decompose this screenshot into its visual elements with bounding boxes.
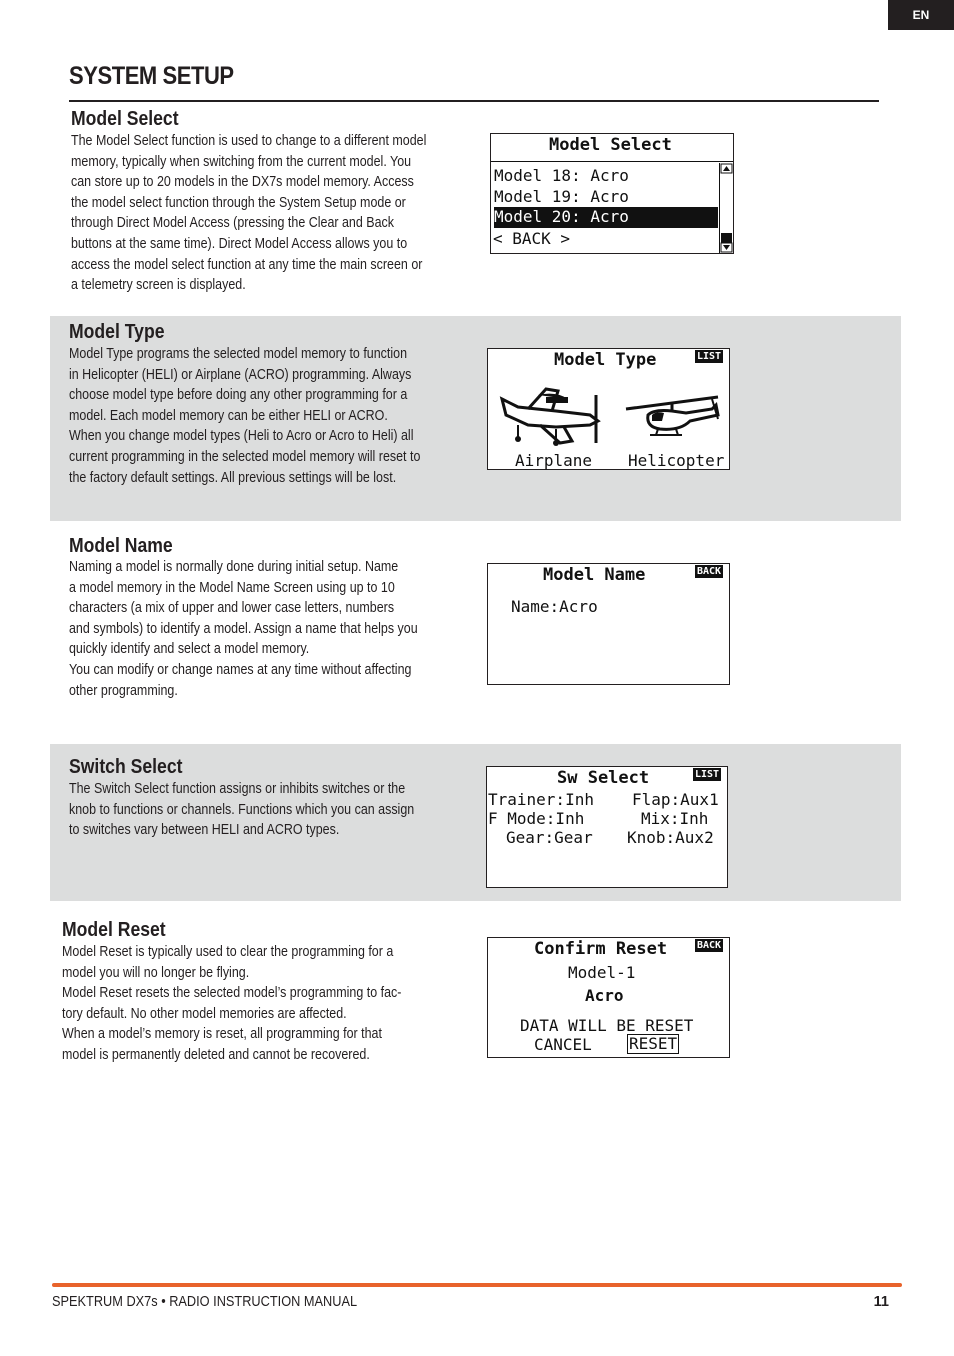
confirm-reset-screen-title: Confirm Reset xyxy=(534,939,668,959)
model-type-heading: Model Type xyxy=(69,321,165,343)
list-item-model-18[interactable]: Model 18: Acro xyxy=(494,166,629,185)
reset-model-type: Acro xyxy=(585,986,624,1005)
helicopter-option-label[interactable]: Helicopter xyxy=(628,451,725,470)
switch-knob[interactable]: Knob:Aux2 xyxy=(627,828,714,847)
screen-divider xyxy=(491,161,733,162)
title-rule xyxy=(69,100,879,102)
model-name-body: Naming a model is normally done during initial setup. Name a model memory in the Model Name Screen using up to 10 characters (a mix of upper and lower case letters, numbers and symbols) to identify a model. Assign a name that helps you quickly identify and select a model memory. You can modify or change names at any time without affecting other programming. xyxy=(69,559,418,699)
switch-flight-mode[interactable]: F Mode:Inh xyxy=(488,809,585,828)
model-name-screen-title: Model Name xyxy=(543,565,646,585)
model-select-screen-title: Model Select xyxy=(549,135,672,155)
model-type-body: Model Type programs the selected model memory to function in Helicopter (HELI) or Airplane (ACRO) programming. Always choose model type before doing any other programming for a model. Each model memory can be either HELI or ACRO. When you change model types (Heli to Acro or Acro to Heli) all current programming in the selected model memory will reset to the factory default settings. All previous settings will be lost. xyxy=(69,346,421,486)
reset-warning: DATA WILL BE RESET xyxy=(520,1016,694,1035)
reset-button[interactable]: RESET xyxy=(629,1034,678,1053)
footer-text: SPEKTRUM DX7s • RADIO INSTRUCTION MANUAL xyxy=(52,1294,358,1310)
switch-select-screen-title: Sw Select xyxy=(557,768,650,788)
back-tag[interactable]: BACK xyxy=(697,566,722,577)
switch-select-screen xyxy=(486,766,728,888)
confirm-reset-screen xyxy=(487,937,730,1058)
list-tag[interactable]: LIST xyxy=(697,351,722,362)
scrollbar-arrows-icon xyxy=(720,163,733,253)
list-item-back[interactable]: < BACK > xyxy=(493,229,571,248)
model-name-heading: Model Name xyxy=(69,535,173,557)
model-reset-body: Model Reset is typically used to clear the programming for a model you will no longer be flying. Model Reset resets the selected model’s programming to fac- tory default. No other model memories are affected. When a model’s memory is reset, all programming for that model is permanently deleted and cannot be recovered. xyxy=(62,944,402,1063)
switch-flap[interactable]: Flap:Aux1 xyxy=(632,790,719,809)
list-tag[interactable]: LIST xyxy=(695,769,720,780)
list-item-model-19[interactable]: Model 19: Acro xyxy=(494,187,629,206)
switch-gear[interactable]: Gear:Gear xyxy=(506,828,593,847)
model-select-heading: Model Select xyxy=(71,108,179,130)
switch-select-body: The Switch Select function assigns or inhibits switches or the knob to functions or channels. Functions which you can assign to switches vary between HELI and ACRO types. xyxy=(69,781,415,839)
page-number: 11 xyxy=(873,1294,889,1310)
model-type-screen xyxy=(487,348,730,470)
helicopter-icon[interactable] xyxy=(620,393,724,441)
switch-trainer[interactable]: Trainer:Inh xyxy=(488,790,594,809)
model-select-body: The Model Select function is used to change to a different model memory, typically when switching from the current model. You can store up to 20 models in the DX7s model memory. Access the model select function through the System Setup mode or through Direct Model Access (pressing the Clear and Back buttons at the same time). Direct Model Access allows you to access the model select function at any time the main screen or a telemetry screen is displayed. xyxy=(71,133,427,294)
model-select-screen xyxy=(490,133,734,254)
language-tab[interactable]: EN xyxy=(888,0,954,30)
footer-rule xyxy=(52,1283,902,1287)
back-tag[interactable]: BACK xyxy=(697,940,722,951)
scrollbar[interactable] xyxy=(719,163,733,253)
airplane-icon[interactable] xyxy=(498,385,604,447)
switch-select-heading: Switch Select xyxy=(69,756,183,778)
model-reset-heading: Model Reset xyxy=(62,919,166,941)
model-type-screen-title: Model Type xyxy=(554,350,657,370)
airplane-option-label[interactable]: Airplane xyxy=(515,451,593,470)
model-name-screen xyxy=(487,563,730,685)
cancel-button[interactable]: CANCEL xyxy=(534,1035,592,1054)
switch-mix[interactable]: Mix:Inh xyxy=(641,809,709,828)
page-title: SYSTEM SETUP xyxy=(69,62,234,90)
model-name-field[interactable]: Name:Acro xyxy=(511,597,598,616)
list-item-model-20-selected[interactable]: Model 20: Acro xyxy=(494,207,629,226)
reset-model-label: Model-1 xyxy=(568,963,636,982)
